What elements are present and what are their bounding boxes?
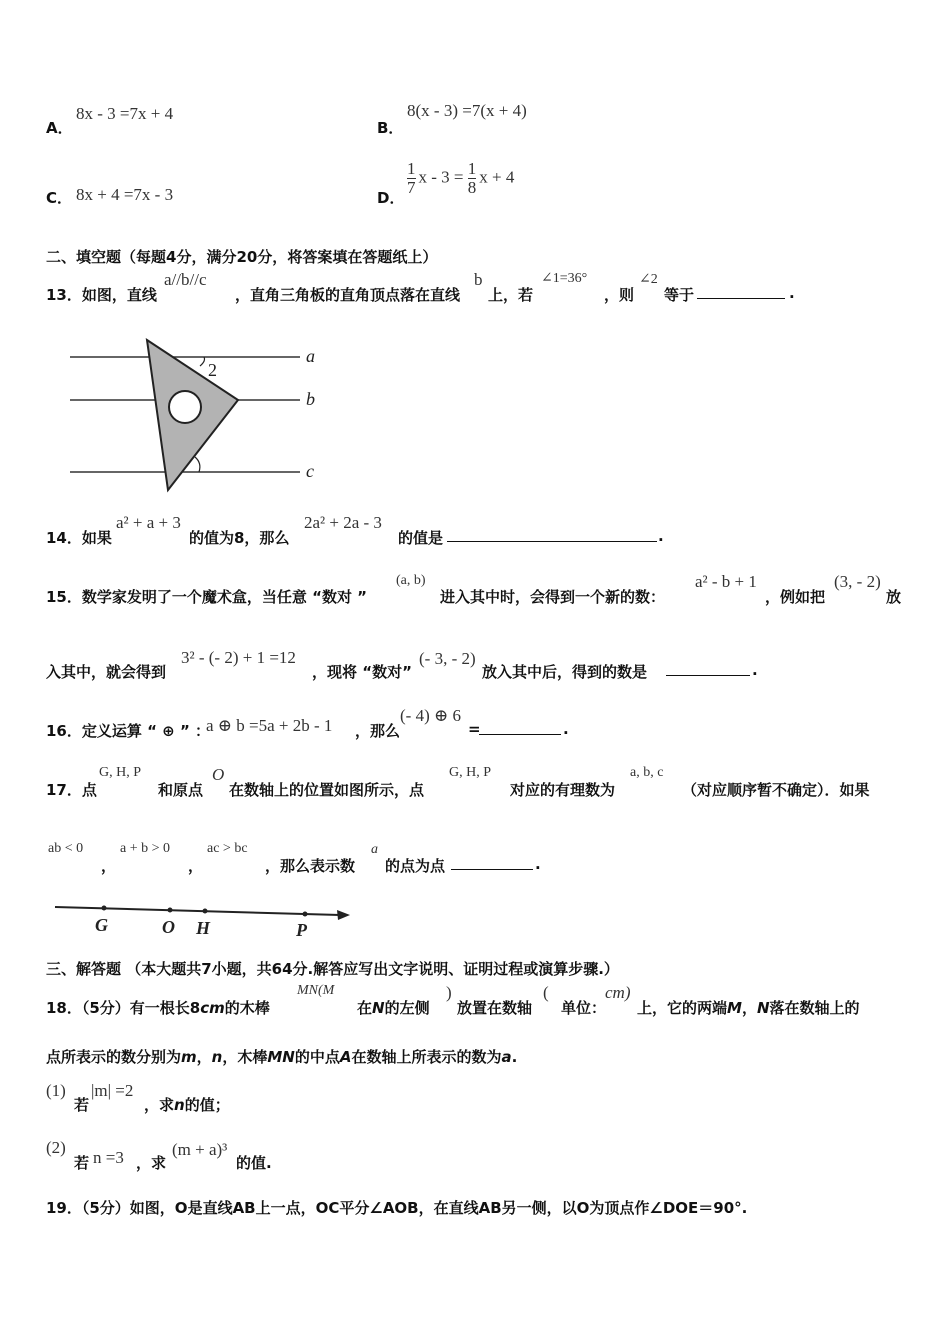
q18-l2-a: a: [501, 1048, 512, 1066]
q17-comma2: ，: [188, 857, 204, 875]
q17-math5: ab < 0: [48, 841, 84, 856]
q18-part2-text3: 的值.: [236, 1154, 272, 1172]
frac2-denominator: 8: [467, 178, 477, 197]
q18-text3: 在: [357, 999, 373, 1017]
point-h: [203, 909, 208, 914]
q13-math2: b: [474, 270, 483, 289]
q18-part1-text1: 若: [74, 1096, 90, 1114]
option-b-label: B．: [377, 119, 404, 137]
q18-l2-text4: 在数轴上所表示的数为: [351, 1048, 502, 1066]
frac1-numerator: 1: [407, 159, 416, 178]
option-d-label: D．: [377, 189, 405, 207]
q17-text4: 对应的有理数为: [510, 781, 616, 799]
q18-part1-text2: ，求: [144, 1096, 175, 1114]
q18-line2: [46, 1046, 517, 1067]
q18-text5: 放置在数轴: [457, 999, 533, 1017]
option-b-expr: 8(x - 3) =7(x + 4): [407, 101, 527, 120]
frac2-numerator: 1: [467, 159, 477, 178]
q17-math2: O: [212, 765, 225, 784]
q15-text7: 放入其中后，得到的数是: [482, 663, 648, 681]
q16-text2: ，那么: [355, 722, 401, 740]
q18-text3-group: [357, 997, 430, 1018]
q15-end: .: [752, 661, 758, 679]
q17-math7: ac > bc: [207, 841, 248, 856]
option-c-label: C．: [46, 189, 73, 207]
option-a-expr: 8x - 3 =7x + 4: [76, 104, 174, 123]
q18-l2-comma: ，: [196, 1048, 212, 1066]
q17-end: .: [535, 855, 541, 873]
q18-l2-m: m: [181, 1048, 197, 1066]
q17-text2: 和原点: [158, 781, 204, 799]
point-p: [303, 912, 308, 917]
q15-text3: ，例如把: [765, 588, 826, 606]
q15-text5: 入其中，就会得到: [46, 663, 167, 681]
q13-answer-blank[interactable]: [697, 284, 785, 299]
q17-text7: 的点为点: [385, 857, 446, 875]
q17-answer-blank[interactable]: [451, 855, 533, 870]
q18-line1: [46, 997, 270, 1018]
angle-1-arc: [200, 357, 205, 366]
option-d-tail: x + 4: [479, 167, 515, 187]
q13-text1: 13．如图，直线: [46, 286, 157, 304]
q15-math4: 3² - (- 2) + 1 =12: [181, 648, 296, 667]
q14-end: .: [658, 527, 664, 545]
q14-math2: 2a² + 2a - 3: [304, 513, 382, 532]
q13-math3: ∠1=36°: [541, 271, 588, 286]
q16-text3: =: [468, 720, 481, 738]
q18-text8: 落在数轴上的: [769, 999, 860, 1017]
q18-l2-text1: 点所表示的数分别为: [46, 1048, 182, 1066]
line-a-label: a: [306, 346, 315, 366]
q18-part2-text1: 若: [74, 1154, 90, 1172]
q18-l2-A: A: [339, 1048, 352, 1066]
q18-text1: 18．（5分）有一根长8: [46, 999, 201, 1017]
q17-text5: （对应顺序暂不确定）．如果: [682, 781, 870, 799]
q13-text4: ，则: [604, 286, 635, 304]
q18-math2: ): [446, 983, 452, 1002]
q17-text3: 在数轴上的位置如图所示，点: [229, 781, 425, 799]
option-c-expr: 8x + 4 =7x - 3: [76, 185, 174, 204]
q15-text4: 放: [886, 588, 902, 606]
q13-text5: 等于: [664, 286, 695, 304]
option-a-label: A．: [46, 119, 73, 137]
q16-text1: 16．定义运算 “ ⊕ ” ：: [46, 722, 211, 740]
q18-part1-n: n: [174, 1096, 185, 1114]
q15-text6: ，现将 “数对”: [312, 663, 412, 681]
number-line-axis: [55, 907, 340, 915]
option-d-mid: x - 3 =: [418, 167, 464, 187]
q18-math1: MN(M: [297, 983, 335, 998]
axis-arrow: [337, 910, 350, 920]
q16-math2: (- 4) ⊕ 6: [400, 706, 461, 725]
q18-math4: cm): [605, 983, 631, 1002]
q15-math3: (3, - 2): [834, 572, 881, 591]
section3-title: 三、解答题 （本大题共7小题，共64分.解答应写出文字说明、证明过程或演算步骤.）: [46, 960, 619, 978]
q15-answer-blank[interactable]: [666, 661, 750, 676]
q16-math1: a ⊕ b =5a + 2b - 1: [206, 716, 333, 735]
q14-answer-blank[interactable]: [447, 527, 657, 542]
q16-end: .: [563, 720, 569, 738]
ruler-hole: [169, 391, 201, 423]
q18-l2-text2: ，木棒: [222, 1048, 268, 1066]
label-h: H: [196, 918, 211, 938]
angle-1-label: 2: [208, 360, 217, 380]
q17-math1: G, H, P: [99, 765, 142, 780]
q18-part1-text2-group: [144, 1094, 230, 1115]
q18-part1-label: (1): [46, 1081, 66, 1100]
q18-part1-text3: 的值；: [184, 1096, 230, 1114]
q13-text3: 上，若: [488, 286, 534, 304]
q18-part2-math1: n =3: [93, 1148, 124, 1167]
q18-l2-n: n: [211, 1048, 223, 1066]
q18-text4: 的左侧: [384, 999, 430, 1017]
frac1-denominator: 7: [407, 178, 416, 197]
line-b-label: b: [306, 389, 315, 409]
label-p: P: [296, 920, 307, 940]
q18-n-var2: N: [756, 999, 770, 1017]
q16-answer-blank[interactable]: [479, 720, 561, 735]
q14-math1: a² + a + 3: [116, 513, 181, 532]
q18-text7: 上，它的两端: [637, 999, 728, 1017]
q18-unit-cm: cm: [200, 999, 225, 1017]
q18-n-var: N: [372, 999, 385, 1017]
point-o: [168, 908, 173, 913]
label-g: G: [95, 915, 108, 935]
q17-text6: ，那么表示数: [265, 857, 356, 875]
number-line-figure: [50, 896, 360, 942]
q17-math6: a + b > 0: [120, 841, 171, 856]
q18-l2-text3: 的中点: [294, 1048, 340, 1066]
q17-math4: a, b, c: [630, 765, 664, 780]
angle-2-arc: [195, 457, 200, 472]
q15-math2: a² - b + 1: [695, 572, 757, 591]
q19-text: 19．（5分）如图，O是直线AB上一点，OC平分∠AOB，在直线AB另一侧，以O为顶点作∠DOE＝90°.: [46, 1199, 748, 1217]
q15-text1: 15．数学家发明了一个魔术盒，当任意 “数对 ”: [46, 588, 368, 606]
q17-math8: a: [371, 842, 378, 857]
q17-text1: 17．点: [46, 781, 97, 799]
q18-text2: 的木棒: [224, 999, 270, 1017]
q15-text2: 进入其中时，会得到一个新的数：: [440, 588, 666, 606]
q18-math3: (: [543, 983, 549, 1002]
q13-text2: ，直角三角板的直角顶点落在直线: [235, 286, 461, 304]
q18-l2-mn: MN: [267, 1048, 295, 1066]
q18-text7-comma: ，: [741, 999, 757, 1017]
q13-math1: a//b//c: [164, 270, 207, 289]
q13-end: .: [789, 284, 795, 302]
q18-m-var: M: [727, 999, 742, 1017]
q18-l2-end: .: [511, 1048, 518, 1066]
section2-title: 二、填空题（每题4分，满分20分，将答案填在答题纸上）: [46, 248, 438, 266]
parallel-lines-figure: [60, 330, 340, 500]
option-d-expr: [407, 160, 514, 197]
point-g: [102, 906, 107, 911]
q13-math4: ∠2: [639, 272, 658, 287]
label-o: O: [162, 917, 175, 937]
q14-text1: 14．如果: [46, 529, 112, 547]
q18-part2-label: (2): [46, 1138, 66, 1157]
q18-part1-math: |m| =2: [91, 1081, 134, 1100]
q17-comma1: ，: [101, 857, 117, 875]
q18-text7-group: [637, 997, 860, 1018]
q17-math3: G, H, P: [449, 765, 492, 780]
q18-text6: 单位：: [561, 999, 607, 1017]
q14-text2: 的值为8，那么: [189, 529, 290, 547]
q15-math1: (a, b): [396, 573, 426, 588]
q18-part2-math2: (m + a)³: [172, 1140, 228, 1159]
line-c-label: c: [306, 461, 314, 481]
q14-text3: 的值是: [398, 529, 444, 547]
q15-math5: (- 3, - 2): [419, 649, 476, 668]
q18-part2-text2: ，求: [136, 1154, 167, 1172]
